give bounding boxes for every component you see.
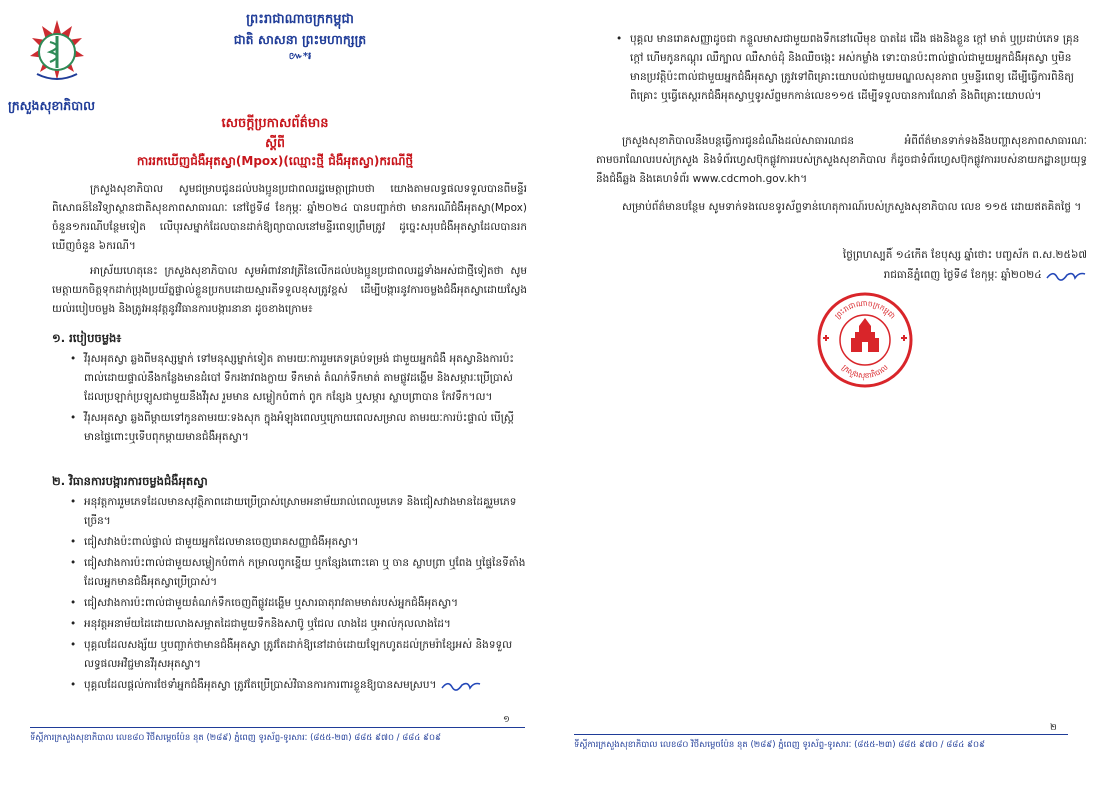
list-item: • អនុវត្តការរួមភេទដែលមានសុវត្ថិភាពដោយប្រើប្រាស់ស្រោមអនាម័យរាល់ពេលរួមភេទ និងជៀសវាងមានដៃគូរួមភេទច្រើន។ xyxy=(70,496,517,527)
svg-text:ក្រសួងសុខាភិបាល: ក្រសួងសុខាភិបាល xyxy=(840,362,890,381)
paragraph-3: ក្រសួងសុខាភិបាលនឹងបន្តធ្វើការជូនដំណឹងដល់សាធារណជន អំពីព័ត៌មានទាក់ទងនឹងបញ្ហាសុខភាពសាធារណៈ តាមចរាណែលរបស់ក្រសួង និងទំព័រហ្វេសប៊ុកផ្លូវការរបស់ក្រសួងសុខាភិបាល ក៏ដូចជាទំព័រហ្វេសប៊ុកផ្លូវការរបស់នាយកដ្ឋានប្រយុទ្ធនឹងជំងឺឆ្លង និងគេហទំព័រ www.cdcmoh.gov.kh។ xyxy=(596,135,1087,185)
page-number: ១ xyxy=(503,715,510,725)
bullet-list xyxy=(612,30,1087,108)
date-lunar: ថ្ងៃព្រហស្បតិ៍ ១៤កើត ខែបុស្ស ឆ្នាំថោះ បញ្ចស័ក ព.ស.២៥៦៧ xyxy=(842,249,1087,261)
list-item: • វីរុសអុតស្វា ឆ្លងពីម្តាយទៅកូនតាមរយៈទងសុក ក្នុងអំឡុងពេលឬក្រោយពេលសម្រាល តាមរយៈការប៉ះផ្ទាល់ បើស្ត្រីមានផ្ទៃពោះឬទើបពុកម្តាយមានជំងឺអុតស្វា។ xyxy=(70,412,514,443)
title-line-3: ការរកឃើញជំងឺអុតស្វា(Mpox)(ឈ្មោះថ្មី ជំងឺអុតស្វា)ករណីថ្មី xyxy=(136,154,414,168)
list-item: • បុគ្គល មានរោគសញ្ញាដូចជា កន្ទួលមាសជាមួយពងទឹកនៅលើមុខ បាតដៃ ជើង ផងនិងខ្លួន ក្តៅ មាត់ ឬប្រដាប់ភេទ គ្រុនក្តៅ ហើមកូនកណ្តុរ ឈឺក្បាល ឈឺសាច់ដុំ និងឈឺចង្កេះ អស់កម្លាំង ទោះបានប៉ះពាល់ផ្ទាល់ជាមួយអ្នកជំងឺអុតស្វា ឬមិនមានប្រវត្តិប៉ះពាល់ជាមួយអ្នកជំងឺអុតស្វា ត្រូវទៅពិគ្រោះយោបល់ជាមួយមណ្ឌលសុខភាព ឬមន្ទីរពេទ្យ ដើម្បីធ្វើការពិនិត្យ ពិគ្រោះ ឬធ្វើតេស្តរកជំងឺអុតស្វាឬទូរស័ព្ទមកកាន់លេខ១១៥ ដើម្បីទទួលបានការណែនាំ និងពិគ្រោះយោបល់។ xyxy=(616,33,1080,102)
list-item: • បុគ្គលដែលសង្ស័យ ឬបញ្ជាក់ថាមានជំងឺអុតស្វា ត្រូវតែដាក់ឱ្យនៅដាច់ដោយឡែកហូតដល់ក្រមរ៉ាខ្សែអស់ និងទទួលលទ្ធផលអវិជ្ជមានវីរុសអុតស្វា។ xyxy=(70,639,513,670)
page-number: ២ xyxy=(1050,723,1057,733)
official-seal-icon xyxy=(815,290,915,390)
list-item: • ជៀសវាងប៉ះពាល់ផ្ទាល់ ជាមួយអ្នកដែលមានចេញរោគសញ្ញាជំងឺអុតស្វា។ xyxy=(70,536,359,548)
footer-divider xyxy=(574,734,1068,735)
list-item: • អនុវត្តអនាម័យដៃដោយលាងសម្អាតដៃជាមួយទឹកនិងសាប៊ូ ឬជែល លាងដៃ ឬអាល់កុលលាងដៃ។ xyxy=(70,618,451,630)
paragraph-4: សម្រាប់ព័ត៌មានបន្ថែម សូមទាក់ទងលេខទូរស័ព្ទទាន់ហេតុការណ៍របស់ក្រសួងសុខាភិបាល លេខ ១១៥ ដោយឥតគិតថ្លៃ ។ xyxy=(622,201,1082,213)
document-title xyxy=(60,114,490,171)
kingdom-line-2: ជាតិ សាសនា ព្រះមហាក្សត្រ xyxy=(233,32,367,47)
svg-text:ព្រះរាជាណាចក្រកម្ពុជា: ព្រះរាជាណាចក្រកម្ពុជា xyxy=(832,298,898,321)
title-line-1: សេចក្តីប្រកាសព័ត៌មាន xyxy=(221,116,329,131)
footer-divider xyxy=(30,727,525,728)
section-2-heading: ២. វិធានការបង្ការការចម្លងជំងឺអុតស្វា xyxy=(52,474,208,488)
kingdom-header xyxy=(190,10,410,64)
section-1-heading: ១. របៀបចម្លង៖ xyxy=(52,331,122,345)
date-solar: រាជធានីភ្នំពេញ ថ្ងៃទី៨ ខែកុម្ភៈ ឆ្នាំ២០២៤ xyxy=(790,268,1087,284)
section-2-list xyxy=(66,493,527,697)
title-line-2: ស្តីពី xyxy=(265,135,285,150)
list-item: • បុគ្គលដែលផ្តល់ការថែទាំអ្នកជំងឺអុតស្វា ត្រូវតែប្រើប្រាស់វិធានការការពារខ្លួនឱ្យបានសមស្រប។ xyxy=(66,676,527,695)
list-item: • វីរុសអុតស្វា ឆ្លងពីមនុស្សម្នាក់ ទៅមនុស្សម្នាក់ទៀត តាមរយៈការរួមភេទគ្រប់ទម្រង់ ជាមួយអ្នកជំងឺ អុតស្វានិងការប៉ះពាល់ដោយផ្ទាល់នឹងកន្លែងមានដំបៅ ទឹករងាវពងក្លាយ ទឹកមាត់ តំណក់ទឹកមាត់ តាមផ្លូវដង្ហើម និងសម្ភារៈប្រើប្រាស់ដែលប្រឡាក់ប្រឡូសជាមួយនឹងវីរុស រួមមាន សម្លៀកបំពាក់ ពូក កន្សែង ឬសម្ភារ ស្លាបព្រាបាន កែវទឹក។ល។ xyxy=(70,353,515,403)
section-1-list xyxy=(66,350,527,449)
signature-icon xyxy=(1045,268,1087,282)
kingdom-ornament: ៚*៛ xyxy=(288,51,312,62)
list-item: • ជៀសវាងការប៉ះពាល់ជាមួយសម្លៀកបំពាក់ កម្រាលពូកខ្នើយ ឬកន្សែងពោះគោ ឬ ចាន ស្លាបព្រា ឬពែង ឬផ្ទៃនៃទីតាំង ដែលអ្នកមានជំងឺអុតស្វាប្រើប្រាស់។ xyxy=(70,557,526,588)
paragraph-2: អាស្រ័យហេតុនេះ ក្រសួងសុខាភិបាល សូមអំពាវនាវត្រីនៃលើកដល់បងប្អូនប្រជាពលរដ្ឋទាំងអស់ជាថ្មីទៀតថា សូមមេត្តាយកចិត្តទុកដាក់ប្រុងប្រយ័ត្នផ្ទាល់ខ្លួនប្រកបដោយស្មារតីទទួលខុសត្រូវខ្ពស់ ដើម្បីបង្ការនូវការចម្លងជំងឺអុតស្វាដោយស្វែងយល់របៀបចម្លង និងត្រូវអនុវត្តនូវវិធានការបង្ការនានា ដូចខាងក្រោម៖ xyxy=(52,265,527,315)
signature-icon xyxy=(440,678,482,692)
page-2 xyxy=(560,0,1095,800)
footer-address: ទីស្តីការក្រសួងសុខាភិបាល លេខ៨០ វិថីសម្តេចប៉ែន នុត (២៨៩) ភ្នំពេញ ទូរស័ព្ទ-ទូរសារៈ (៨៥៥-២៣) ៨៨៥ ៩៧០ / ៨៨៤ ៩០៩ xyxy=(30,733,442,743)
page-1 xyxy=(0,0,535,800)
list-item: • ជៀសវាងការប៉ះពាល់ជាមួយតំណក់ទឹកចេញពីផ្លូវដង្ហើម ឬសារធាតុរាវតាមមាត់របស់អ្នកជំងឺអុតស្វា។ xyxy=(70,597,459,609)
kingdom-line-1: ព្រះរាជាណាចក្រកម្ពុជា xyxy=(246,12,354,27)
ministry-name: ក្រសួងសុខាភិបាល xyxy=(8,98,96,113)
ministry-of-health-logo-icon xyxy=(22,16,92,86)
footer-address: ទីស្តីការក្រសួងសុខាភិបាល លេខ៨០ វិថីសម្តេចប៉ែន នុត (២៨៩) ភ្នំពេញ ទូរស័ព្ទ-ទូរសារៈ (៨៥៥-២៣) ៨៨៥ ៩៧០ / ៨៨៤ ៩០៩ xyxy=(574,740,986,750)
paragraph-1: ក្រសួងសុខាភិបាល សូមជម្រាបជូនដល់បងប្អូនប្រជាពលរដ្ឋមេត្តាជ្រាបថា យោងតាមលទ្ធផលទទួលបានពីមន្ទីរពិសោធន៍នៃវិទ្យាស្ថានជាតិសុខភាពសាធារណៈ នៅថ្ងៃទី៨ ខែកុម្ភៈ ឆ្នាំ២០២៤ បានបញ្ជាក់ថា មានករណីជំងឺអុតស្វា(Mpox) ចំនួន១ករណីបន្ថែមទៀត លើបុរសម្នាក់ដែលបានដាក់ឱ្យព្យាបាលនៅមន្ទីរពេទ្យព្រឹមត្រូវ ដូច្នេះសរុបជំងឺអុតស្វាដែលបានរកឃើញចំនួន ៦ករណី។ xyxy=(52,183,527,252)
